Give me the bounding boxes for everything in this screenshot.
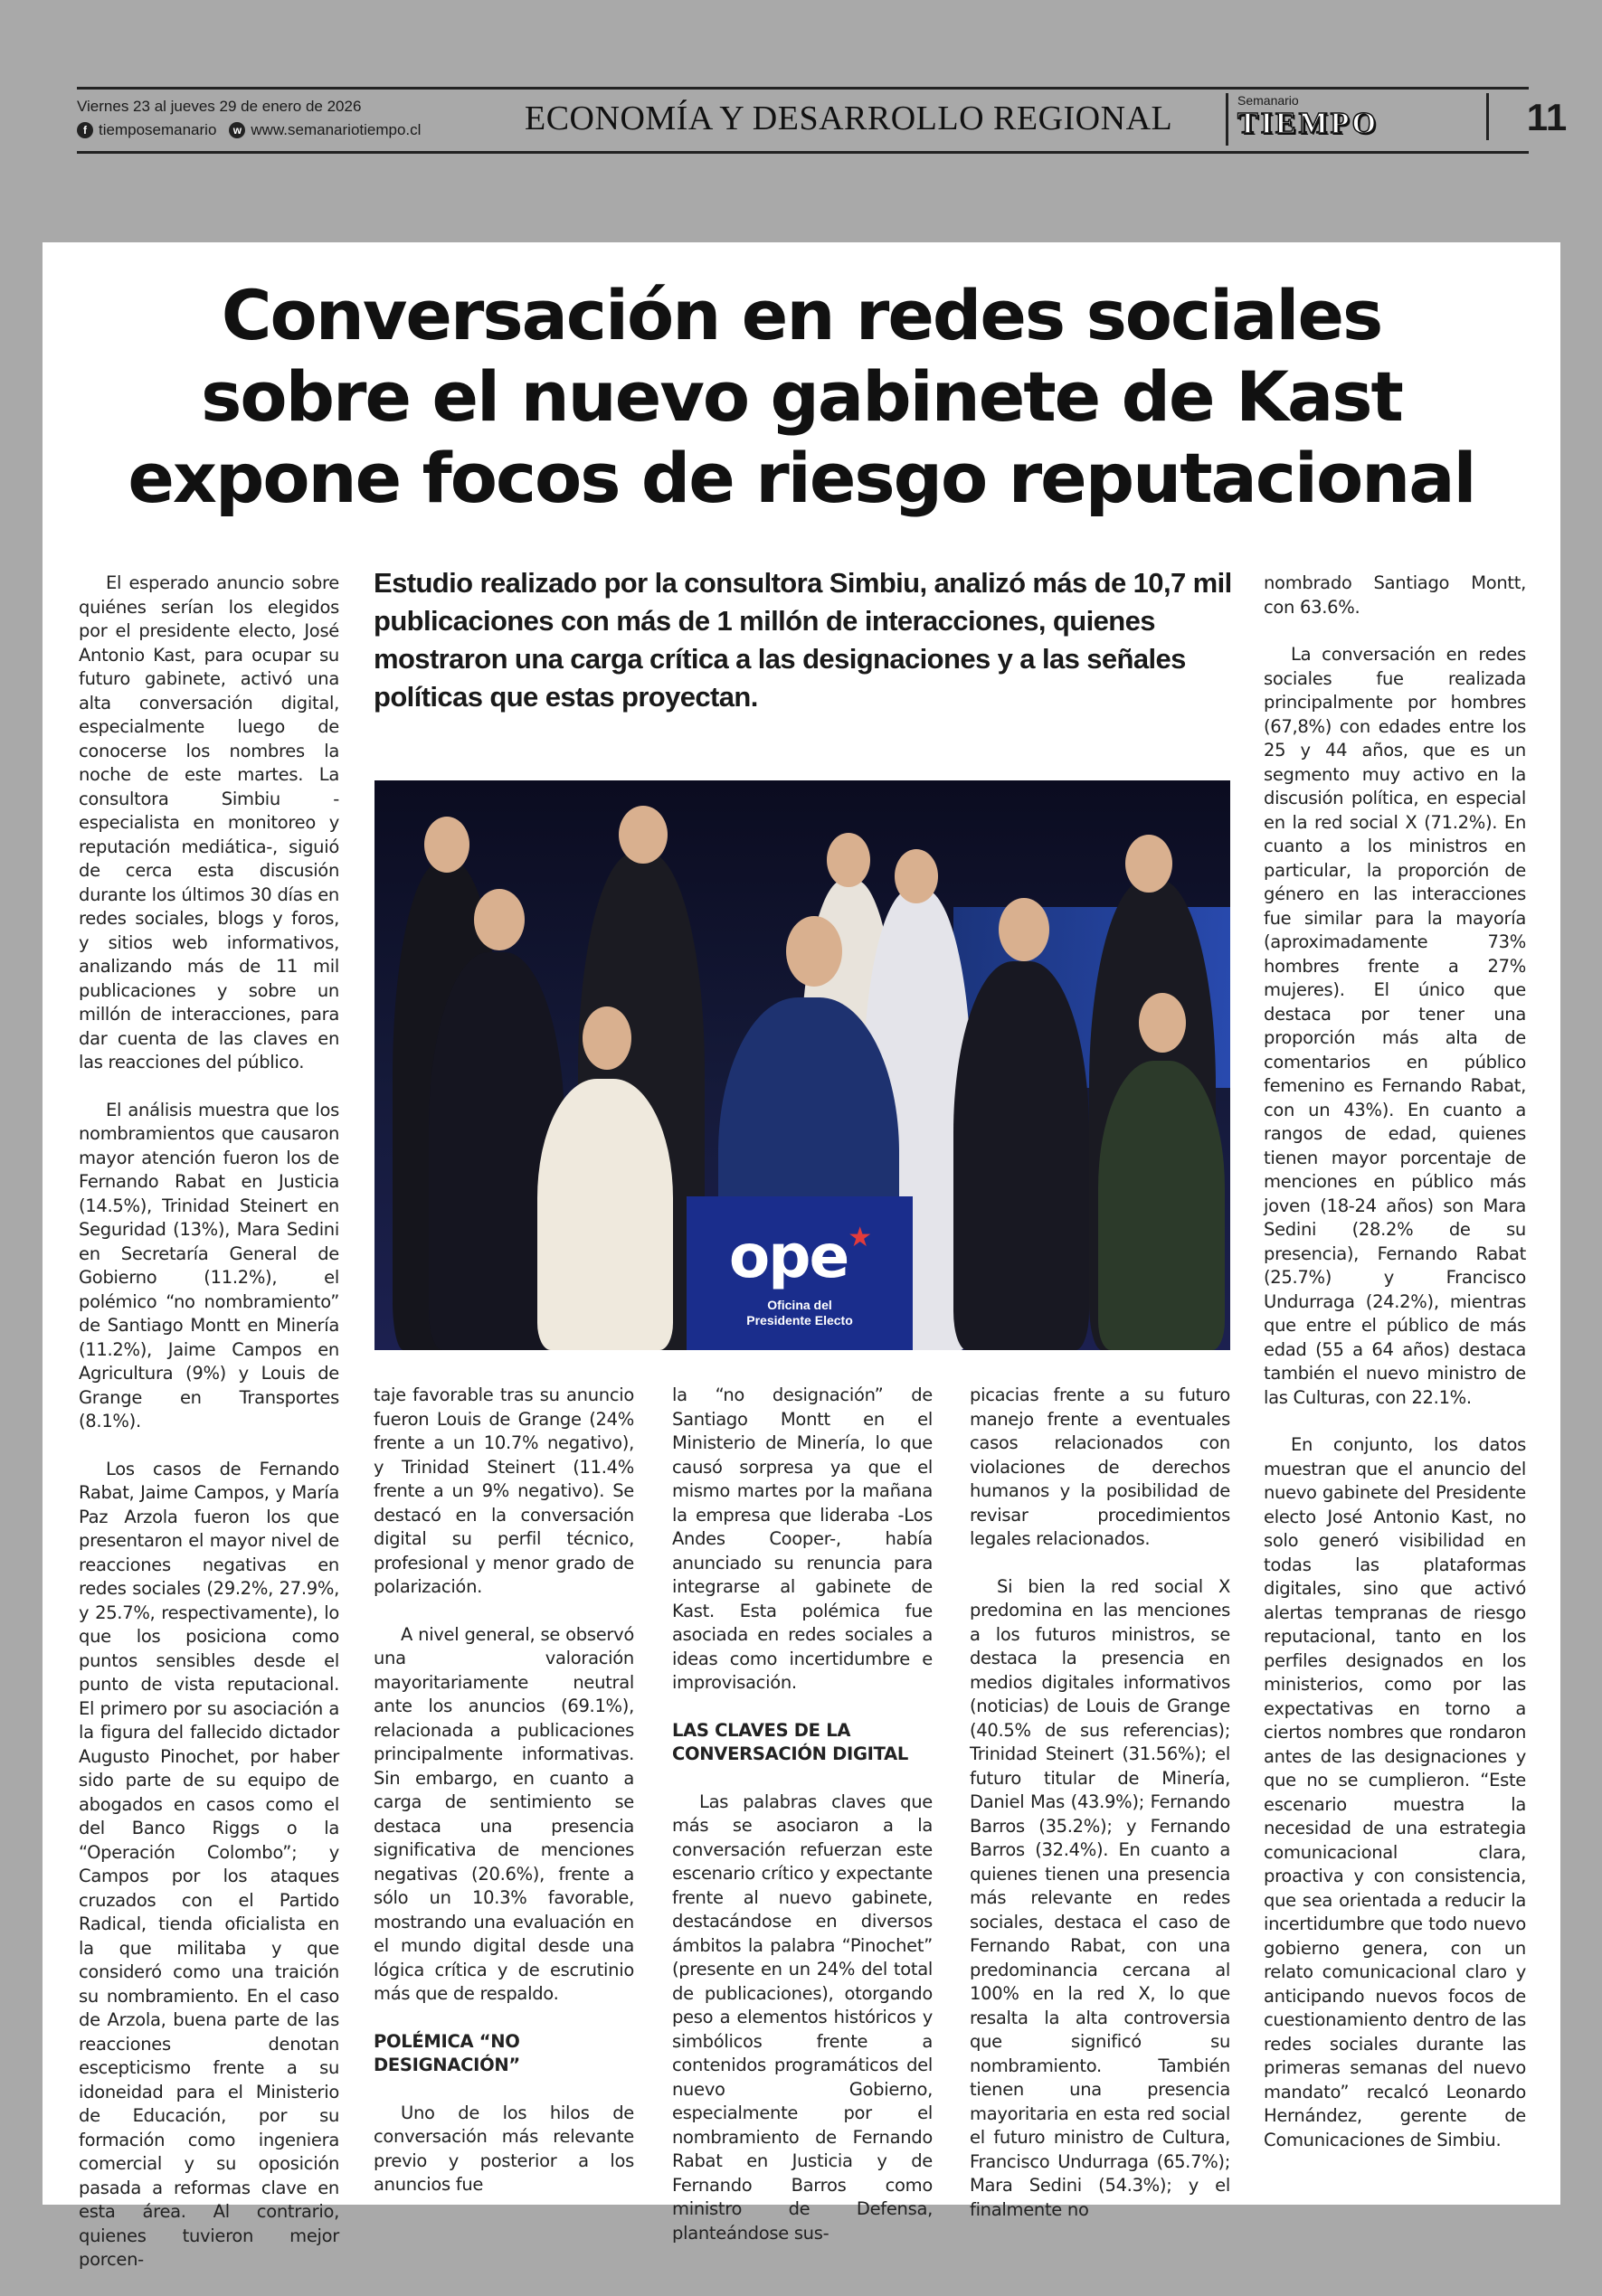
person-head (619, 806, 668, 864)
paragraph: la “no designación” de Santiago Montt en el Ministerio de Minería, lo que causó sorpresa ya que el mismo martes por la mañana la empresa que lideraba -Los Andes Cooper-, había anunciado su renuncia para integrarse al gabinete de Kast. Esta polémica fue asociada en redes sociales a ideas como incertidumbre e improvisación. (672, 1384, 933, 1693)
facebook-link[interactable] (77, 118, 216, 142)
section-title: ECONOMÍA Y DESARROLLO REGIONAL (525, 99, 1173, 137)
person-head (999, 898, 1049, 961)
article-column-5 (1264, 572, 1526, 2176)
podium (687, 1196, 913, 1350)
issue-date: Viernes 23 al jueves 29 de enero de 2026 (77, 98, 362, 115)
person-head (583, 1006, 631, 1070)
newspaper-logo (1226, 93, 1509, 146)
article-sheet (43, 242, 1560, 2270)
masthead (77, 87, 1568, 154)
website-url: www.semanariotiempo.cl (251, 121, 422, 138)
person-head (474, 889, 525, 950)
headline-line-3: expone focos de riesgo reputacional (128, 438, 1475, 518)
deck-summary: Estudio realizado por la consultora Simbiu, analizó más de 10,7 mil publicaciones con más de 1 millón de interacciones, quienes mostraron una carga crítica a las designaciones y a las señales políticas que estas proyectan. (374, 567, 1232, 713)
podium-caption: Oficina del Presidente Electo (746, 1298, 853, 1328)
paragraph: Uno de los hilos de conversación más relevante previo y posterior a los anuncios fue (374, 2102, 634, 2195)
person-figure (1098, 1061, 1225, 1350)
paragraph: El esperado anuncio sobre quiénes serían los elegidos por el presidente electo, José Antonio Kast, para ocupar su futuro gabinete, activó una alta conversación digital, especialmente luego de conocerse los nombres la noche de este martes. La consultora Simbiu -especialista en monitoreo y reputación mediática-, siguió de cerca esta discusión durante los últimos 30 días en redes sociales, blogs y foros, y sitios web informativos, analizando más de 11 mil publicaciones y sobre un millón de interacciones, para dar cuenta de las claves en las reacciones del público. (79, 572, 339, 1072)
paragraph: picacias frente a su futuro manejo frente a eventuales casos relacionados con violaciones de derechos humanos y la posibilidad de revisar procedimientos legales relacionados. (970, 1384, 1230, 1549)
headline-line-2: sobre el nuevo gabinete de Kast (201, 356, 1402, 437)
paragraph: El análisis muestra que los nombramientos que causaron mayor atención fueron los de Fernando Rabat en Justicia (14.5%), Trinidad Steinert en Seguridad (13%), Mara Sedini en Secretaría General de Gobierno (11.2%), el polémico “no nombramiento” de Santiago Montt en Minería (11.2%), Jaime Campos en Agricultura (9%) y Louis de Grange en Transportes (8.1%). (79, 1099, 339, 1431)
press-photo (374, 780, 1230, 1350)
star-icon: ★ (848, 1222, 871, 1253)
paragraph: La conversación en redes sociales fue realizada principalmente por hombres (67,8%) con edades entre los 25 y 44 años, que es un segmento muy activo en la discusión política, en especial en la red social X (71.2%). En cuanto a los ministros en particular, la proporción de género en las interacciones fue similar para la mayoría (aproximadamente 73% hombres frente a 27% mujeres). El único que destaca por tener una proporción más alta de comentarios en público femenino es Fernando Rabat, con un 43%). En cuanto a rangos de edad, quienes tienen mayor porcentaje de menciones en público más joven (18-24 años) son Mara Sedini (28.2% de su presencia), Fernando Rabat (25.7%) y Francisco Undurraga (24.2%), mientras que entre el público de más edad (55 a 64 años) destaca también el nuevo ministro de las Culturas, con 22.1%. (1264, 644, 1526, 1408)
subheading: LAS CLAVES DE LA CONVERSACIÓN DIGITAL (672, 1719, 909, 1764)
facebook-handle: tiemposemanario (99, 121, 217, 138)
person-head (424, 817, 469, 873)
person-head (786, 916, 842, 987)
page-number: 11 (1486, 93, 1602, 140)
headline (43, 275, 1560, 519)
paragraph: Si bien la red social X predomina en las menciones a los futuros ministros, se destaca la presencia en medios digitales informativos (noticias) de Louis de Grange (40.5% de sus referencias); Trinidad Steinert (31.56%); el futuro titular de Minería, Daniel Mas (43.9%); Fernando Barros (35.2%); y Fernando Barros (32.4%). En cuanto a quienes tienen una presencia más relevante en redes sociales, destaca el caso de Fernando Rabat, con una predominancia cercana al 100% en la red X, lo que resalta la alta controversia que significó su nombramiento. También tienen una presencia mayoritaria en esta red social el futuro ministro de Cultura, Francisco Undurraga (65.7%); Mara Sedini (54.3%); y el finalmente no (970, 1575, 1230, 2220)
masthead-info (77, 95, 421, 142)
person-figure (537, 1079, 673, 1350)
brand-name: TIEMPO (1237, 107, 1379, 140)
paragraph: nombrado Santiago Montt, con 63.6%. (1264, 572, 1526, 618)
article-column-1 (79, 572, 339, 2296)
paragraph: En conjunto, los datos muestran que el anuncio del nuevo gabinete del Presidente electo José Antonio Kast, no solo generó visibilidad en todas las plataformas digitales, sino que activó alertas tempranas de riesgo reputacional, tanto en los perfiles designados en los ministerios, como por las expectativas en torno a ciertos nombres que rondaron antes de las designaciones y que no se cumplieron. “Este escenario muestra la necesidad de una estrategia comunicacional clara, proactiva y con consistencia, que sea orientada a reducir la incertidumbre que todo nuevo gobierno genera, con un relato comunicacional claro y anticipando nuevos focos de cuestionamiento dentro de las redes sociales durante las primeras semanas del nuevo mandato” recalcó Leonardo Hernández, gerente de Comunicaciones de Simbiu. (1264, 1434, 1526, 2150)
person-figure (953, 961, 1089, 1350)
paragraph: Las palabras claves que más se asociaron a la conversación refuerzan este escenario crítico y expectante frente al nuevo gabinete, destacándose en diversos ámbitos la palabra “Pinochet” (presente en un 24% del total de publicaciones), otorgando peso a elementos históricos y simbólicos frente a contenidos programáticos del nuevo Gobierno, especialmente por el nombramiento de Fernando Rabat en Justicia y de Fernando Barros como ministro de Defensa, planteándose sus- (672, 1791, 933, 2244)
brand-small-label: Semanario (1237, 93, 1299, 108)
subheading: POLÉMICA “NO DESIGNACIÓN” (374, 2030, 520, 2075)
headline-line-1: Conversación en redes sociales (221, 275, 1382, 355)
person-head (895, 849, 938, 903)
paragraph: taje favorable tras su anuncio fueron Louis de Grange (24% frente a un 10.7% negativo), y Trinidad Steinert (11.4% frente a un 9% negativo). Se destacó en la conversación digital su perfil técnico, profesional y menor grado de polarización. (374, 1384, 634, 1597)
facebook-icon: f (77, 122, 93, 138)
paragraph: A nivel general, se observó una valoración mayoritariamente neutral ante los anuncios (69.1%), relacionada a publicaciones principalmente informativas. Sin embargo, en cuanto a carga de sentimiento se destaca una presencia significativa de menciones negativas (20.6%), frente a sólo un 10.3% favorable, mostrando una evaluación en el mundo digital desde una lógica crítica y de escrutinio más que de respaldo. (374, 1623, 634, 2004)
globe-icon: w (229, 122, 245, 138)
website-link[interactable] (229, 118, 421, 142)
article-column-3 (672, 1384, 933, 2269)
article-column-4 (970, 1384, 1230, 2245)
person-head (1139, 993, 1186, 1053)
podium-logo: ope★ (728, 1222, 871, 1291)
person-head (827, 833, 870, 887)
person-head (1125, 835, 1172, 893)
article-column-2 (374, 1384, 634, 2221)
paragraph: Los casos de Fernando Rabat, Jaime Campos, y María Paz Arzola fueron los que presentaron el mayor nivel de reacciones negativas en redes sociales (29.2%, 27.9%, y 25.7%, respectivamente), lo que los posiciona como puntos sensibles desde el punto de vista reputacional. El primero por su asociación a la figura del fallecido dictador Augusto Pinochet, por haber sido parte de su equipo de abogados en casos como el del Banco Riggs o la “Operación Colombo”; y Campos por los ataques cruzados con el Partido Radical, tienda oficialista en la que militaba y que consideró como una traición su nombramiento. En el caso de Arzola, buena parte de las reacciones denotan escepticismo frente a su idoneidad para el Ministerio de Educación, por su formación como ingeniera comercial y su oposición pasada a reformas clave en esta área. Al contrario, quienes tuvieron mejor porcen- (79, 1458, 339, 2270)
